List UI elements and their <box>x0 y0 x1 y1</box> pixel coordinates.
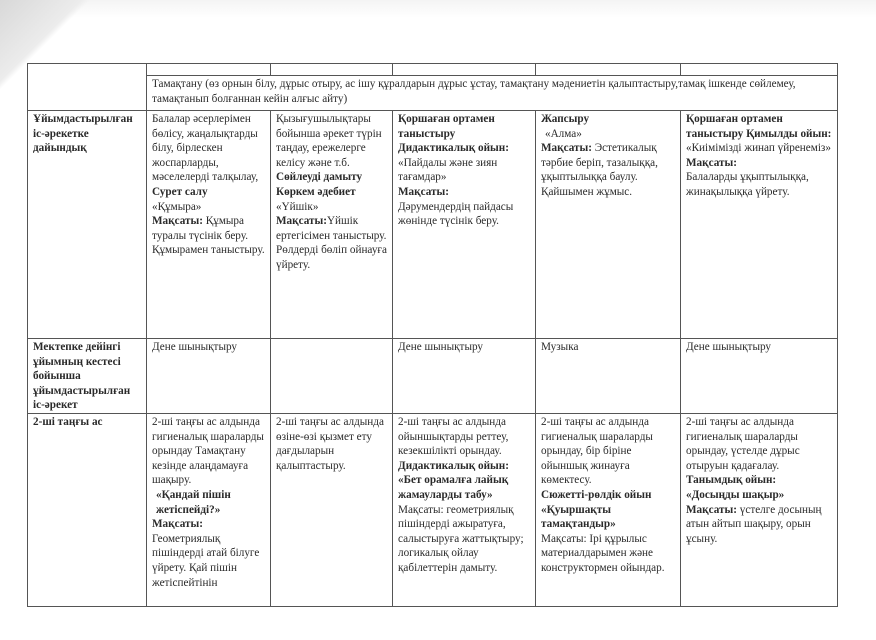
activity-title: Жапсыру <box>541 113 590 125</box>
goal-text: Құмыра туралы түсінік беру. Құмырамен таныстыру. <box>152 215 265 257</box>
header-cell <box>271 64 393 76</box>
goal-text: Дәрумендердің пайдасы жөнінде түсінік беру. <box>398 200 514 228</box>
goal-label: Мақсаты: <box>152 518 203 531</box>
goal-label: Мақсаты: <box>686 503 737 516</box>
goal-text: Үйшік ертегісімен таныстыру. Рөлдерді бөліп ойнауға үйрету. <box>276 215 387 271</box>
cell-intro: Балалар әсерлерімен бөлісу, жаңалықтарды білу, бірлескен жоспарларды, мәселелерді талқылау, <box>152 113 259 184</box>
table-cell: Дене шынықтыру <box>393 339 536 414</box>
meal-row-text: Тамақтану (өз орнын білу, дұрыс отыру, ас ішу құралдарын дұрыс ұстау, тамақтану мәдениетін қалыптастыру,тамақ ішкенде сөйлемеу, тамақтанып болғаннан кейін алғыс айту) <box>147 76 838 111</box>
table-row-org-prep <box>28 111 838 339</box>
cell-intro: 2-ші таңғы ас алдында гигиеналық шараларды орындау, үстелде дұрыс отыруын қадағалау. <box>686 415 800 472</box>
table-cell <box>271 339 393 414</box>
activity-name: «Үйшік» <box>276 200 319 213</box>
row-label: Ұйымдастырылған іс-әрекетке дайындық <box>28 111 147 339</box>
table-cell: Дене шынықтыру <box>147 339 271 414</box>
activity-name: «Алма» <box>545 127 582 140</box>
table-cell <box>681 111 838 339</box>
activity-title: Сурет салу <box>152 185 208 198</box>
header-cell <box>147 64 271 76</box>
goal-label: Мақсаты: <box>276 215 327 228</box>
cell-intro: 2-ші таңғы ас алдында гигиеналық шараларды орындау Тамақтану кезінде алаңдамауға шақыру. <box>152 415 264 487</box>
table-cell <box>536 413 681 606</box>
meal-row <box>28 76 838 111</box>
cell-intro: 2-ші таңғы ас алдында гигиеналық шараларды орындау, бір біріне ойыншық жинауға көмектесу. <box>541 415 653 487</box>
table-cell <box>147 111 271 339</box>
header-cell <box>536 64 681 76</box>
goal-text: үстелге досының атын айтып шақыру, орын ұсыну. <box>686 503 822 545</box>
activity-title: Қоршаған ортамен таныстыру Қимылды ойын: <box>686 113 832 140</box>
goal-label: Мақсаты: <box>398 185 449 198</box>
table-cell <box>393 111 536 339</box>
table-header-row <box>28 64 838 76</box>
table-cell <box>393 413 536 606</box>
table-cell <box>147 413 271 606</box>
table-cell <box>681 413 838 606</box>
game-label: Сюжетті-рөлдік ойын <box>541 488 652 501</box>
activity-title: Сөйлеуді дамыту <box>276 171 363 184</box>
game-label: Дидактикалық ойын: <box>398 142 509 155</box>
scan-edge-shadow <box>0 0 876 18</box>
cell-intro: 2-ші таңғы ас алдында ойыншықтарды реттеу, кезекшілікті орындау. <box>398 415 509 458</box>
header-empty-cell <box>28 64 147 111</box>
activity-name: «Бет орамалға лайық жамауларды табу» <box>398 474 509 501</box>
game-label: Дидактикалық ойын: <box>398 459 509 472</box>
table-cell <box>271 111 393 339</box>
game-label: Танымдық ойын: <box>686 474 777 487</box>
activity-name: «Құмыра» <box>152 200 202 213</box>
activity-name: «Қуыршақты тамақтандыр» <box>541 503 616 531</box>
goal-text: Мақсаты: геометриялық пішіндерді ажыратуға, салыстыруға жаттықтыру; логикалық ойлау қабілеттерін дамыту. <box>398 503 524 574</box>
activity-name: «Пайдалы және зиян тағамдар» <box>398 156 498 184</box>
goal-label: Мақсаты: <box>541 142 592 155</box>
goal-text: Геометриялық пішіндерді атай білуге үйрету. Қай пішін жетіспейтінін <box>152 532 260 589</box>
header-cell <box>393 64 536 76</box>
activity-name: «Досыңды шақыр» <box>686 488 785 501</box>
table-row-second-breakfast <box>28 413 838 606</box>
daily-plan-table <box>27 63 838 607</box>
cell-intro: 2-ші таңғы ас алдында өзіне-өзі қызмет ету дағдыларын қалыптастыру. <box>276 415 384 472</box>
activity-title: Қоршаған ортамен таныстыру <box>398 113 495 140</box>
cell-intro: Қызығушылықтары бойынша әрекет түрін таңдау, ережелерге келісу және т.б. <box>276 113 382 169</box>
table-cell: Музыка <box>536 339 681 414</box>
goal-text: Эстетикалық тәрбие беріп, тазалыққа, ұқыптылыққа баулу. Қайшымен жұмыс. <box>541 142 658 198</box>
activity-name: «Киімімізді жинап үйренеміз» <box>686 142 831 155</box>
table-cell <box>536 111 681 339</box>
table-row-schedule <box>28 339 838 414</box>
goal-label: Мақсаты: <box>686 156 737 169</box>
goal-label: Мақсаты: <box>152 215 203 228</box>
row-label: Мектепке дейінгі ұйымның кестесі бойынша ұйымдастырылған іс-әрекет <box>28 339 147 414</box>
activity-name: «Қандай пішін жетіспейді?» <box>156 488 231 516</box>
row-label: 2-ші таңғы ас <box>28 413 147 606</box>
goal-text: Балаларды ұқыптылыққа, жинақылыққа үйрету. <box>686 171 809 198</box>
table-cell: Дене шынықтыру <box>681 339 838 414</box>
header-cell <box>681 64 838 76</box>
table-cell <box>271 413 393 606</box>
activity-subtitle: Көркем әдебиет <box>276 185 356 198</box>
goal-text: Мақсаты: Ірі құрылыс материалдарымен және конструктормен ойындар. <box>541 532 665 574</box>
